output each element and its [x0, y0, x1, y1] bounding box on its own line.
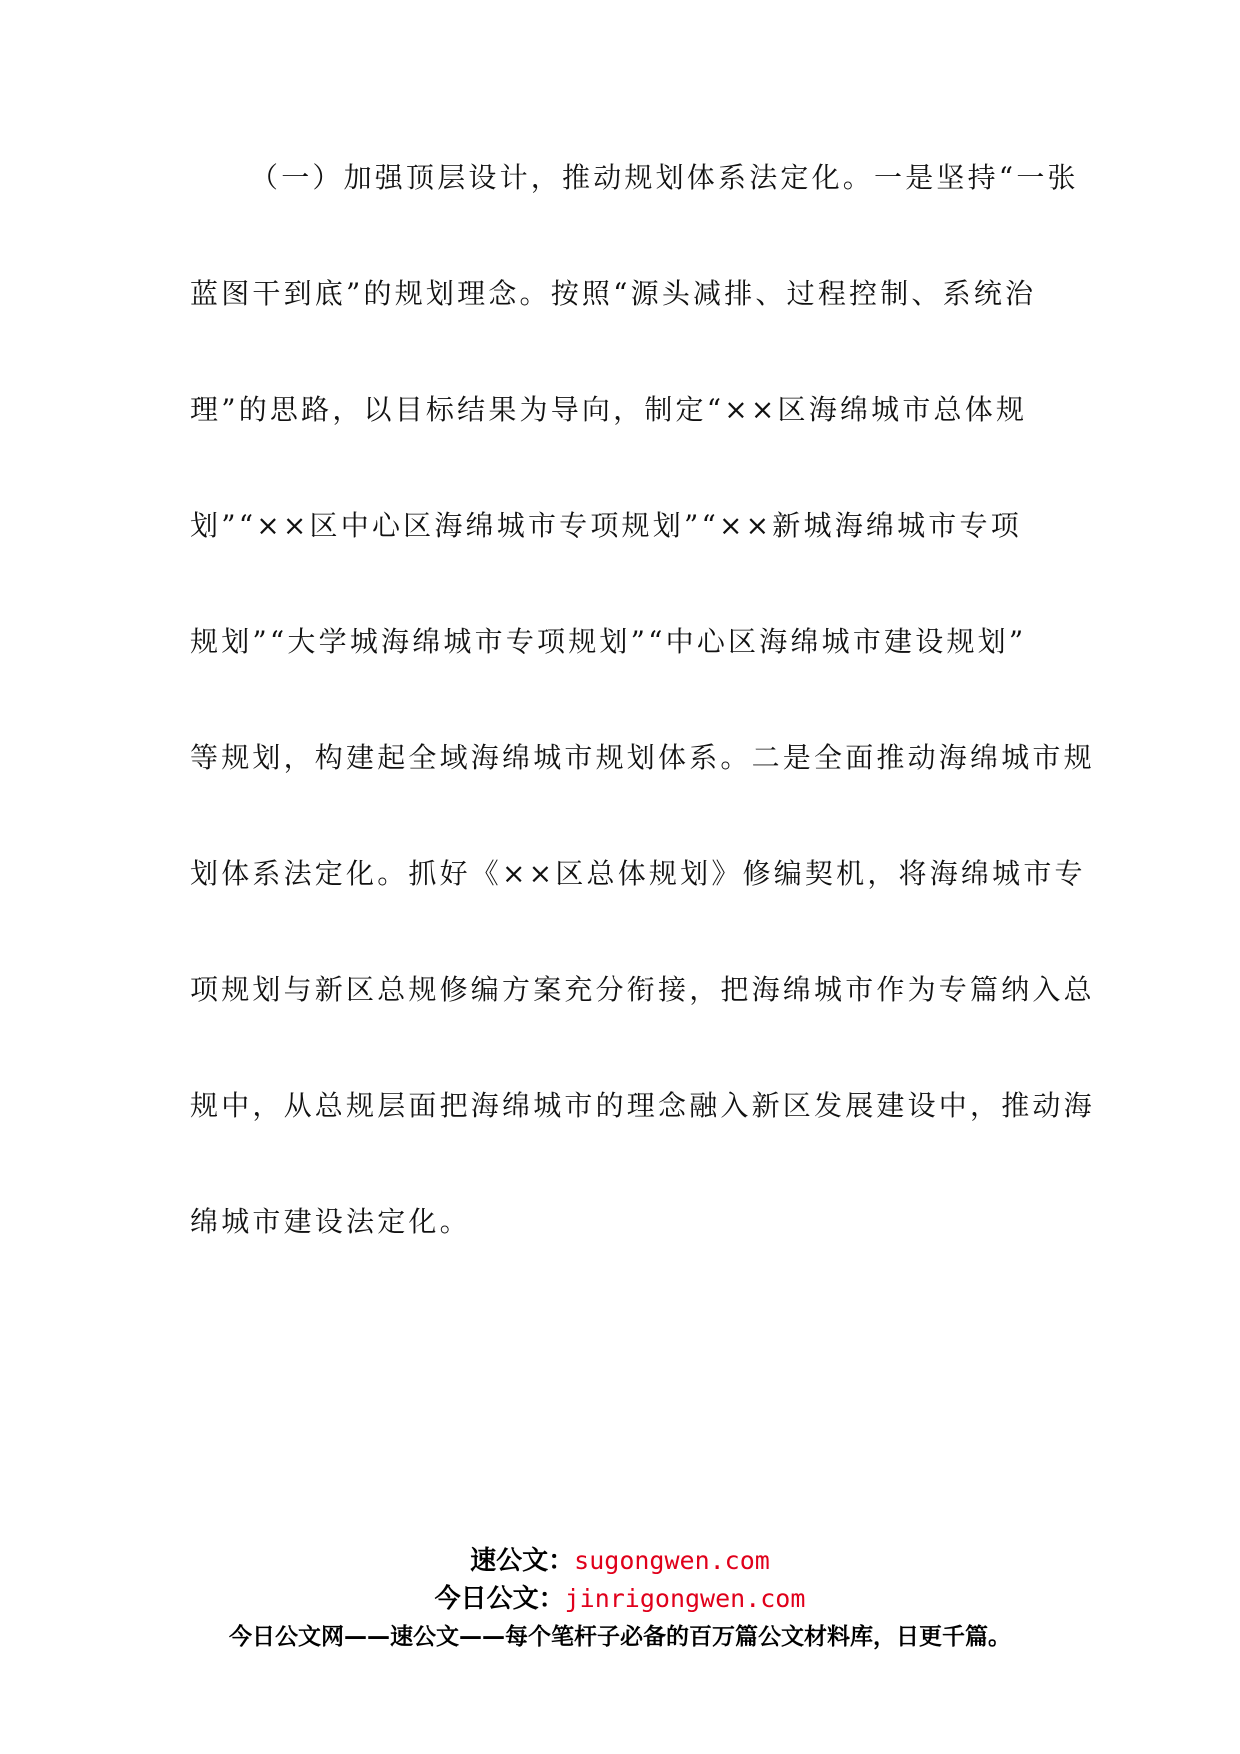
footer-site1-label: 速公文：	[470, 1546, 575, 1576]
paragraph-line-7: 划体系法定化。抓好《××区总体规划》修编契机，将海绵城市专	[190, 857, 1086, 890]
footer-site-jinrigongwen	[0, 1578, 1240, 1615]
paragraph-line-6: 等规划，构建起全域海绵城市规划体系。二是全面推动海绵城市规	[190, 741, 1095, 774]
footer-site-sugongwen	[0, 1540, 1240, 1577]
paragraph-line-9: 规中，从总规层面把海绵城市的理念融入新区发展建设中，推动海	[190, 1089, 1095, 1122]
paragraph-line-4: 划”“××区中心区海绵城市专项规划”“××新城海绵城市专项	[190, 509, 1022, 542]
footer-slogan: 今日公文网——速公文——每个笔杆子必备的百万篇公文材料库，日更千篇。	[229, 1624, 1011, 1650]
paragraph-line-8: 项规划与新区总规修编方案充分衔接，把海绵城市作为专篇纳入总	[190, 973, 1095, 1006]
paragraph-line-3: 理”的思路，以目标结果为导向，制定“××区海绵城市总体规	[190, 393, 1028, 426]
footer-site2-url[interactable]: jinrigongwen.com	[564, 1584, 806, 1613]
paragraph-line-5: 规划”“大学城海绵城市专项规划”“中心区海绵城市建设规划”	[190, 625, 1027, 658]
paragraph-line-2: 蓝图干到底”的规划理念。按照“源头减排、过程控制、系统治	[190, 277, 1037, 310]
paragraph-line-10: 绵城市建设法定化。	[190, 1205, 471, 1238]
footer-site2-label: 今日公文：	[434, 1584, 565, 1614]
footer-site1-url[interactable]: sugongwen.com	[574, 1546, 770, 1575]
paragraph-line-1: （一）加强顶层设计，推动规划体系法定化。一是坚持“一张	[250, 161, 1079, 194]
